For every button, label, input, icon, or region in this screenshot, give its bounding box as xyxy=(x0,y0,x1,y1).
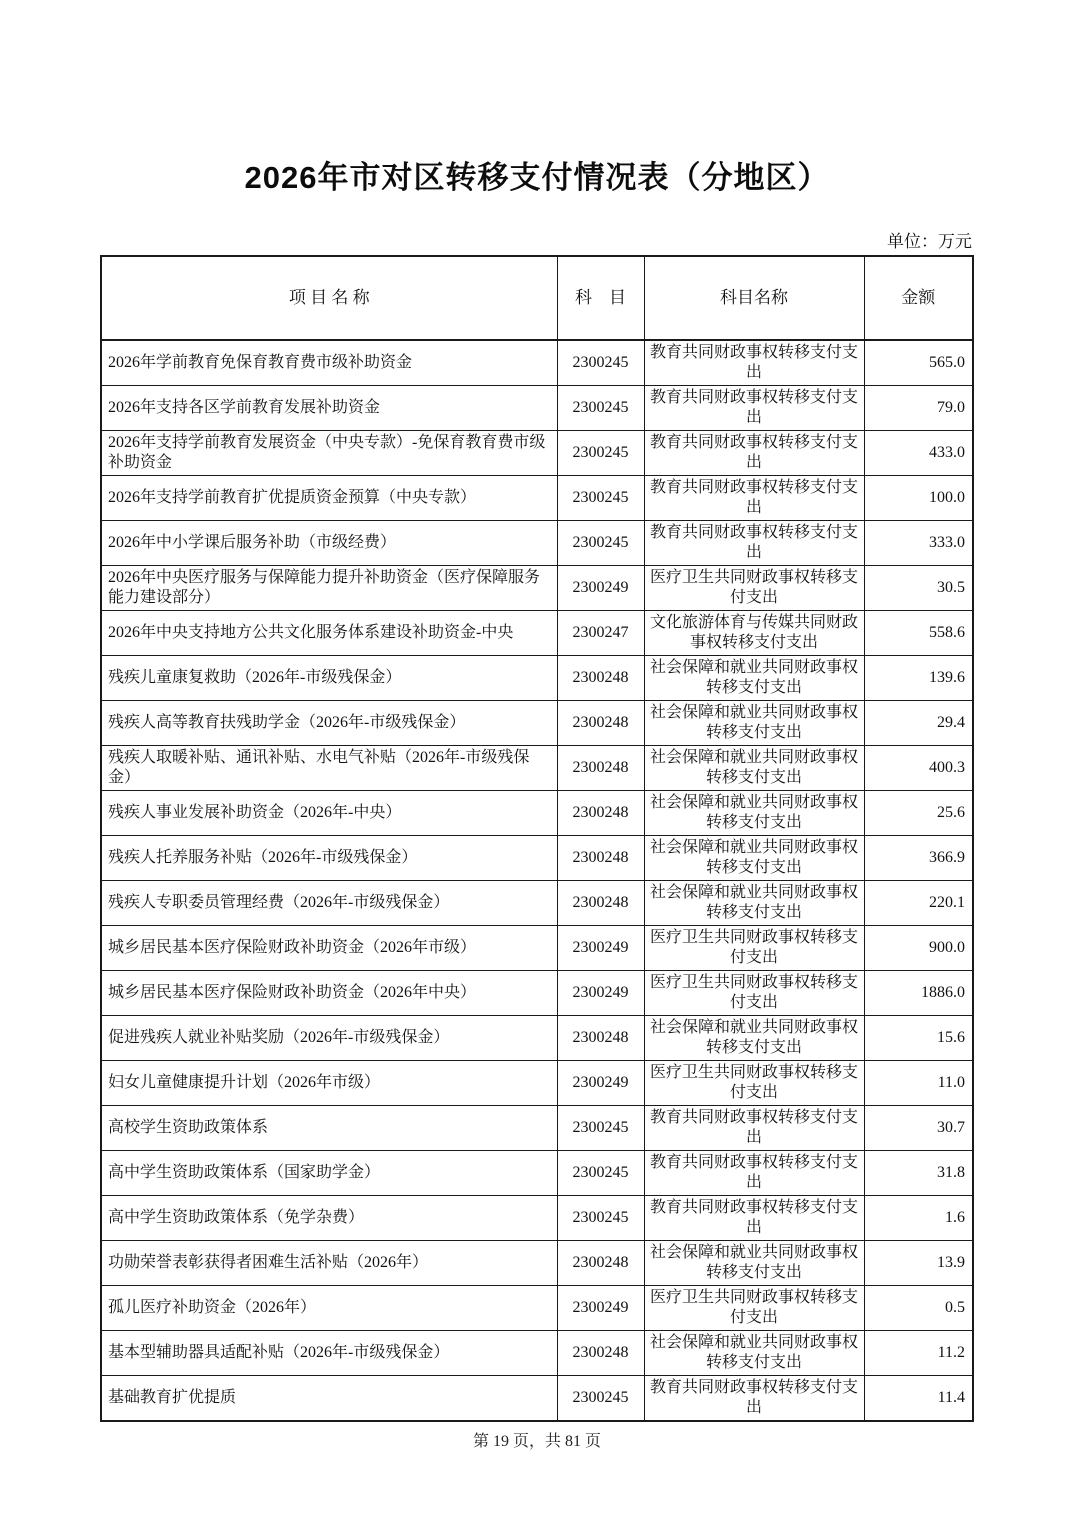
column-header-subject-code: 科 目 xyxy=(557,256,644,340)
table-row xyxy=(101,386,973,431)
subject-code-cell: 2300245 xyxy=(557,1196,644,1241)
table-row xyxy=(101,1016,973,1061)
table-row xyxy=(101,1376,973,1422)
project-name-cell: 2026年中央医疗服务与保障能力提升补助资金（医疗保障服务能力建设部分） xyxy=(101,566,557,611)
amount-cell: 400.3 xyxy=(864,746,973,791)
amount-cell: 0.5 xyxy=(864,1286,973,1331)
table-header xyxy=(101,256,973,340)
subject-name-cell: 医疗卫生共同财政事权转移支付支出 xyxy=(644,566,864,611)
table-row xyxy=(101,1061,973,1106)
subject-name-cell: 教育共同财政事权转移支付支出 xyxy=(644,1106,864,1151)
table-row xyxy=(101,836,973,881)
project-name-cell: 2026年学前教育免保育教育费市级补助资金 xyxy=(101,340,557,386)
amount-cell: 1.6 xyxy=(864,1196,973,1241)
amount-cell: 139.6 xyxy=(864,656,973,701)
subject-name-cell: 教育共同财政事权转移支付支出 xyxy=(644,431,864,476)
project-name-cell: 高中学生资助政策体系（国家助学金） xyxy=(101,1151,557,1196)
subject-name-cell: 社会保障和就业共同财政事权转移支付支出 xyxy=(644,1016,864,1061)
subject-code-cell: 2300245 xyxy=(557,1151,644,1196)
subject-code-cell: 2300245 xyxy=(557,1106,644,1151)
subject-code-cell: 2300245 xyxy=(557,340,644,386)
amount-cell: 220.1 xyxy=(864,881,973,926)
subject-name-cell: 教育共同财政事权转移支付支出 xyxy=(644,521,864,566)
table-row xyxy=(101,1286,973,1331)
subject-code-cell: 2300245 xyxy=(557,1376,644,1422)
project-name-cell: 残疾人专职委员管理经费（2026年-市级残保金） xyxy=(101,881,557,926)
table-row xyxy=(101,701,973,746)
table-row xyxy=(101,476,973,521)
subject-name-cell: 教育共同财政事权转移支付支出 xyxy=(644,476,864,521)
project-name-cell: 2026年中小学课后服务补助（市级经费） xyxy=(101,521,557,566)
subject-name-cell: 社会保障和就业共同财政事权转移支付支出 xyxy=(644,791,864,836)
table-row xyxy=(101,1151,973,1196)
project-name-cell: 基本型辅助器具适配补贴（2026年-市级残保金） xyxy=(101,1331,557,1376)
subject-name-cell: 教育共同财政事权转移支付支出 xyxy=(644,340,864,386)
subject-name-cell: 文化旅游体育与传媒共同财政事权转移支付支出 xyxy=(644,611,864,656)
subject-name-cell: 教育共同财政事权转移支付支出 xyxy=(644,1376,864,1422)
subject-code-cell: 2300249 xyxy=(557,566,644,611)
table-row xyxy=(101,566,973,611)
project-name-cell: 高校学生资助政策体系 xyxy=(101,1106,557,1151)
project-name-cell: 高中学生资助政策体系（免学杂费） xyxy=(101,1196,557,1241)
project-name-cell: 促进残疾人就业补贴奖励（2026年-市级残保金） xyxy=(101,1016,557,1061)
subject-name-cell: 医疗卫生共同财政事权转移支付支出 xyxy=(644,1286,864,1331)
subject-name-cell: 社会保障和就业共同财政事权转移支付支出 xyxy=(644,656,864,701)
subject-code-cell: 2300245 xyxy=(557,386,644,431)
project-name-cell: 残疾人高等教育扶残助学金（2026年-市级残保金） xyxy=(101,701,557,746)
amount-cell: 29.4 xyxy=(864,701,973,746)
column-header-project-name: 项 目 名 称 xyxy=(101,256,557,340)
amount-cell: 31.8 xyxy=(864,1151,973,1196)
table-body xyxy=(101,340,973,1421)
amount-cell: 558.6 xyxy=(864,611,973,656)
project-name-cell: 城乡居民基本医疗保险财政补助资金（2026年市级） xyxy=(101,926,557,971)
amount-cell: 433.0 xyxy=(864,431,973,476)
subject-code-cell: 2300249 xyxy=(557,971,644,1016)
table-row xyxy=(101,1331,973,1376)
table-row xyxy=(101,746,973,791)
amount-cell: 30.7 xyxy=(864,1106,973,1151)
subject-name-cell: 医疗卫生共同财政事权转移支付支出 xyxy=(644,1061,864,1106)
table-row xyxy=(101,926,973,971)
project-name-cell: 2026年支持学前教育发展资金（中央专款）-免保育教育费市级补助资金 xyxy=(101,431,557,476)
table-row xyxy=(101,521,973,566)
amount-cell: 30.5 xyxy=(864,566,973,611)
subject-name-cell: 社会保障和就业共同财政事权转移支付支出 xyxy=(644,701,864,746)
subject-name-cell: 医疗卫生共同财政事权转移支付支出 xyxy=(644,971,864,1016)
project-name-cell: 2026年支持学前教育扩优提质资金预算（中央专款） xyxy=(101,476,557,521)
amount-cell: 11.4 xyxy=(864,1376,973,1422)
amount-cell: 11.0 xyxy=(864,1061,973,1106)
table-row xyxy=(101,656,973,701)
subject-name-cell: 医疗卫生共同财政事权转移支付支出 xyxy=(644,926,864,971)
header-row xyxy=(101,256,973,340)
amount-cell: 15.6 xyxy=(864,1016,973,1061)
amount-cell: 900.0 xyxy=(864,926,973,971)
subject-code-cell: 2300247 xyxy=(557,611,644,656)
project-name-cell: 残疾人托养服务补贴（2026年-市级残保金） xyxy=(101,836,557,881)
amount-cell: 13.9 xyxy=(864,1241,973,1286)
amount-cell: 11.2 xyxy=(864,1331,973,1376)
subject-name-cell: 教育共同财政事权转移支付支出 xyxy=(644,386,864,431)
project-name-cell: 残疾人取暖补贴、通讯补贴、水电气补贴（2026年-市级残保金） xyxy=(101,746,557,791)
project-name-cell: 功勋荣誉表彰获得者困难生活补贴（2026年） xyxy=(101,1241,557,1286)
subject-name-cell: 教育共同财政事权转移支付支出 xyxy=(644,1196,864,1241)
table-row xyxy=(101,791,973,836)
project-name-cell: 城乡居民基本医疗保险财政补助资金（2026年中央） xyxy=(101,971,557,1016)
table-row xyxy=(101,431,973,476)
table-row xyxy=(101,881,973,926)
table-row xyxy=(101,340,973,386)
amount-cell: 1886.0 xyxy=(864,971,973,1016)
project-name-cell: 2026年中央支持地方公共文化服务体系建设补助资金-中央 xyxy=(101,611,557,656)
subject-code-cell: 2300249 xyxy=(557,926,644,971)
amount-cell: 25.6 xyxy=(864,791,973,836)
subject-code-cell: 2300249 xyxy=(557,1286,644,1331)
table-row xyxy=(101,1241,973,1286)
subject-name-cell: 社会保障和就业共同财政事权转移支付支出 xyxy=(644,1241,864,1286)
project-name-cell: 2026年支持各区学前教育发展补助资金 xyxy=(101,386,557,431)
project-name-cell: 残疾儿童康复救助（2026年-市级残保金） xyxy=(101,656,557,701)
project-name-cell: 残疾人事业发展补助资金（2026年-中央） xyxy=(101,791,557,836)
subject-code-cell: 2300248 xyxy=(557,791,644,836)
table-row xyxy=(101,611,973,656)
subject-code-cell: 2300248 xyxy=(557,656,644,701)
subject-name-cell: 社会保障和就业共同财政事权转移支付支出 xyxy=(644,836,864,881)
subject-code-cell: 2300248 xyxy=(557,746,644,791)
subject-code-cell: 2300248 xyxy=(557,881,644,926)
table-row xyxy=(101,1196,973,1241)
project-name-cell: 基础教育扩优提质 xyxy=(101,1376,557,1422)
table-row xyxy=(101,971,973,1016)
subject-name-cell: 教育共同财政事权转移支付支出 xyxy=(644,1151,864,1196)
amount-cell: 333.0 xyxy=(864,521,973,566)
subject-name-cell: 社会保障和就业共同财政事权转移支付支出 xyxy=(644,881,864,926)
column-header-subject-name: 科目名称 xyxy=(644,256,864,340)
subject-code-cell: 2300248 xyxy=(557,836,644,881)
subject-code-cell: 2300249 xyxy=(557,1061,644,1106)
subject-code-cell: 2300245 xyxy=(557,521,644,566)
subject-code-cell: 2300245 xyxy=(557,431,644,476)
subject-code-cell: 2300248 xyxy=(557,1241,644,1286)
amount-cell: 366.9 xyxy=(864,836,973,881)
page-footer: 第 19 页，共 81 页 xyxy=(472,1433,601,1450)
amount-cell: 565.0 xyxy=(864,340,973,386)
subject-name-cell: 社会保障和就业共同财政事权转移支付支出 xyxy=(644,746,864,791)
project-name-cell: 孤儿医疗补助资金（2026年） xyxy=(101,1286,557,1331)
table-row xyxy=(101,1106,973,1151)
unit-label: 单位：万元 xyxy=(887,232,972,251)
subject-code-cell: 2300248 xyxy=(557,1016,644,1061)
subject-code-cell: 2300248 xyxy=(557,701,644,746)
transfer-payment-table xyxy=(100,255,974,1422)
column-header-amount: 金额 xyxy=(864,256,973,340)
project-name-cell: 妇女儿童健康提升计划（2026年市级） xyxy=(101,1061,557,1106)
amount-cell: 79.0 xyxy=(864,386,973,431)
page-title: 2026年市对区转移支付情况表（分地区） xyxy=(244,160,830,195)
subject-code-cell: 2300245 xyxy=(557,476,644,521)
subject-name-cell: 社会保障和就业共同财政事权转移支付支出 xyxy=(644,1331,864,1376)
amount-cell: 100.0 xyxy=(864,476,973,521)
subject-code-cell: 2300248 xyxy=(557,1331,644,1376)
